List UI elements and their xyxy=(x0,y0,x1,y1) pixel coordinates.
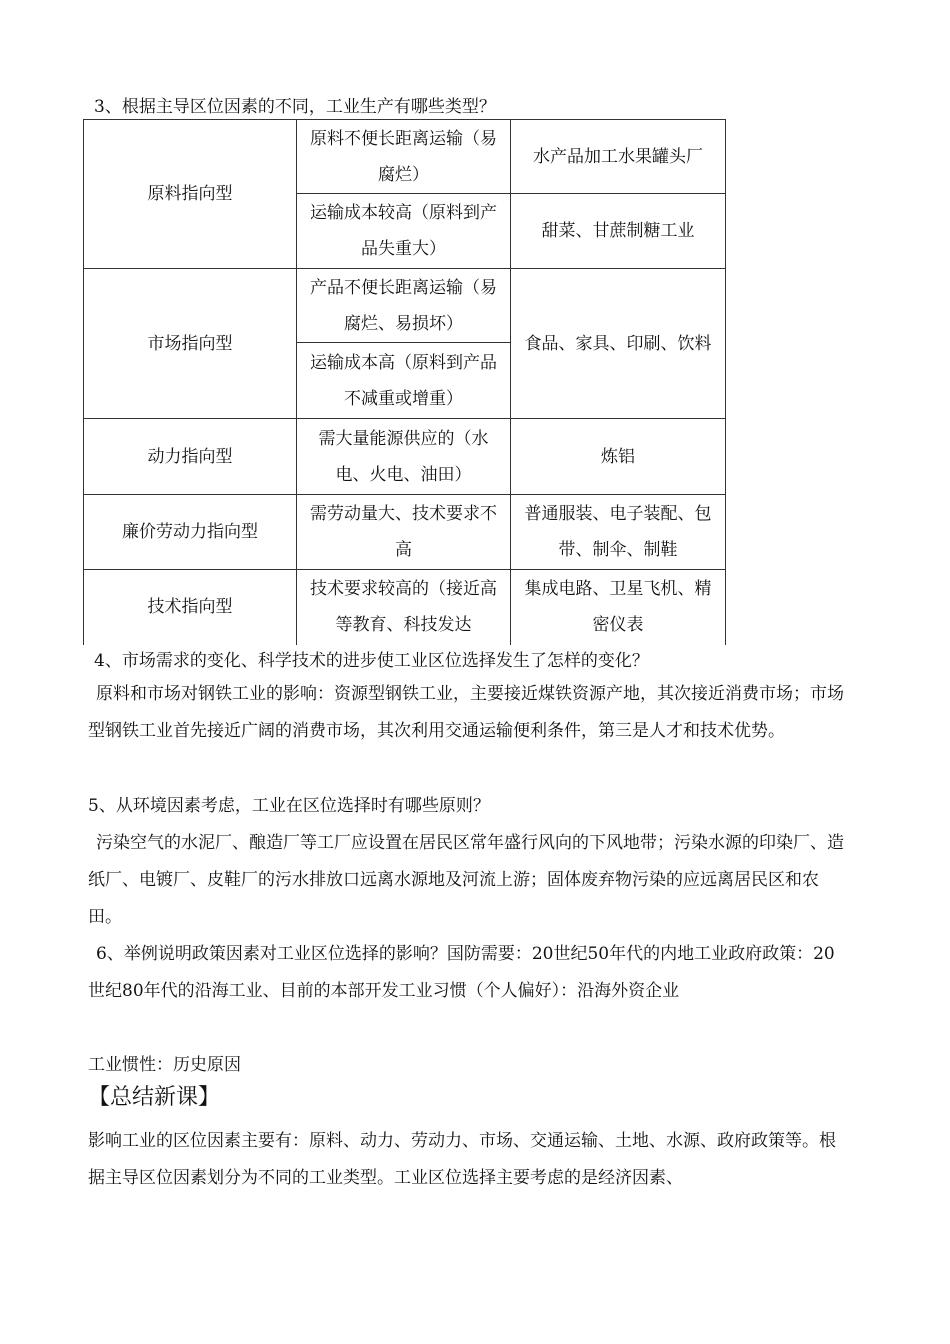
example-cell: 甜菜、甘蔗制糖工业 xyxy=(511,194,726,269)
condition-cell: 需劳动量大、技术要求不高 xyxy=(297,495,511,570)
example-cell: 普通服装、电子装配、包带、制伞、制鞋 xyxy=(511,495,726,570)
industry-type-cell: 市场指向型 xyxy=(84,269,297,419)
industry-type-table xyxy=(83,119,726,645)
question-5: 5、从环境因素考虑，工业在区位选择时有哪些原则？ xyxy=(88,796,490,816)
table-row xyxy=(84,120,726,194)
answer-4: 原料和市场对钢铁工业的影响：资源型钢铁工业，主要接近煤铁资源产地，其次接近消费市场；市场型钢铁工业首先接近广阔的消费市场，其次利用交通运输便利条件，第三是人才和技术优势。 xyxy=(88,684,844,741)
table-row xyxy=(84,570,726,645)
example-cell: 食品、家具、印刷、饮料 xyxy=(511,269,726,419)
industry-type-cell: 廉价劳动力指向型 xyxy=(84,495,297,570)
table-row xyxy=(84,419,726,495)
example-cell: 炼铝 xyxy=(511,419,726,495)
industrial-inertia: 工业惯性：历史原因 xyxy=(88,1055,241,1075)
question-4: 4、市场需求的变化、科学技术的进步使工业区位选择发生了怎样的变化？ xyxy=(94,651,649,671)
industry-type-cell: 技术指向型 xyxy=(84,570,297,645)
table-row xyxy=(84,269,726,343)
table-row xyxy=(84,495,726,570)
condition-cell: 技术要求较高的（接近高等教育、科技发达 xyxy=(297,570,511,645)
condition-cell: 产品不便长距离运输（易腐烂、易损坏） xyxy=(297,269,511,343)
summary-text: 影响工业的区位因素主要有：原料、动力、劳动力、市场、交通运输、土地、水源、政府政策等。根据主导区位因素划分为不同的工业类型。工业区位选择主要考虑的是经济因素、 xyxy=(88,1131,836,1188)
example-cell: 集成电路、卫星飞机、精密仪表 xyxy=(511,570,726,645)
example-cell: 水产品加工水果罐头厂 xyxy=(511,120,726,194)
condition-cell: 运输成本较高（原料到产品失重大） xyxy=(297,194,511,269)
condition-cell: 运输成本高（原料到产品不减重或增重） xyxy=(297,343,511,419)
question-6: 6、举例说明政策因素对工业区位选择的影响？国防需要：20世纪50年代的内地工业政府政策：20世纪80年代的沿海工业、目前的本部开发工业习惯（个人偏好）：沿海外资企业 xyxy=(88,944,835,1001)
summary-heading: 【总结新课】 xyxy=(88,1085,221,1110)
answer-5: 污染空气的水泥厂、酿造厂等工厂应设置在居民区常年盛行风向的下风地带；污染水源的印染厂、造纸厂、电镀厂、皮鞋厂的污水排放口远离水源地及河流上游；固体废弃物污染的应远离居民区和农田。 xyxy=(88,833,844,927)
question-3: 3、根据主导区位因素的不同，工业生产有哪些类型？ xyxy=(94,97,496,117)
condition-cell: 原料不便长距离运输（易腐烂） xyxy=(297,120,511,194)
condition-cell: 需大量能源供应的（水电、火电、油田） xyxy=(297,419,511,495)
industry-type-cell: 原料指向型 xyxy=(84,120,297,269)
industry-type-cell: 动力指向型 xyxy=(84,419,297,495)
